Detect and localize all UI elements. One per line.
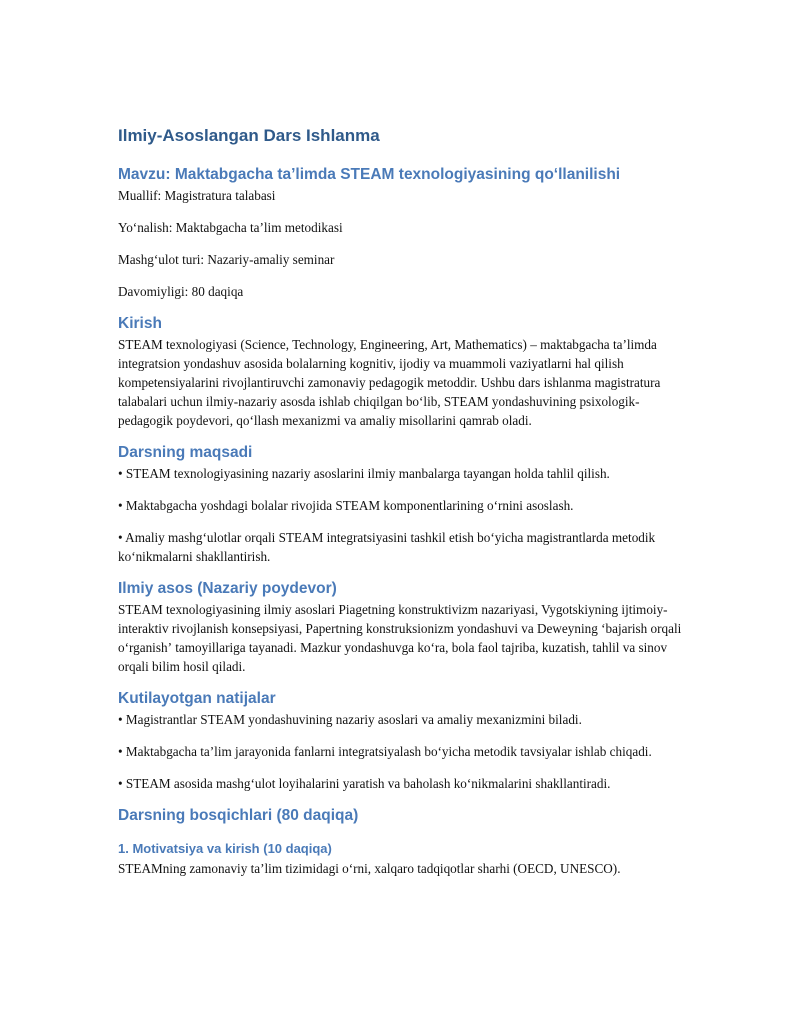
document-title: Ilmiy-Asoslangan Dars Ishlanma: [118, 126, 380, 145]
stage-1-body: STEAMning zamonaviy taʼlim tizimidagi oʻrni, xalqaro tadqiqotlar sharhi (OECD, UNESCO).: [118, 861, 621, 876]
foundation-heading: Ilmiy asos (Nazariy poydevor): [118, 580, 337, 597]
topic-heading: Mavzu: Maktabgacha taʼlimda STEAM texnologiyasining qoʻllanilishi: [118, 166, 621, 183]
meta-session-type: Mashgʻulot turi: Nazariy-amaliy seminar: [118, 252, 335, 267]
meta-author: Muallif: Magistratura talabasi: [118, 188, 276, 203]
intro-heading: Kirish: [118, 315, 162, 332]
stage-1-heading: 1. Motivatsiya va kirish (10 daqiqa): [118, 841, 332, 856]
foundation-body: STEAM texnologiyasining ilmiy asoslari Piagetning konstruktivizm nazariyasi, Vygotskiyning ijtimoiy-interaktiv rivojlanish konsepsiyasi, Papertning konstruksionizm yondashuvi va Deweyning ʻbajarish orqali oʻrganishʼ tamoyillariga tayanadi. Mazkur yondashuvga koʻra, bola faol tajriba, kuzatish, tahlil va sinov orqali bilim hosil qiladi.: [118, 602, 682, 674]
meta-direction: Yoʻnalish: Maktabgacha taʼlim metodikasi: [118, 220, 343, 235]
meta-duration: Davomiyligi: 80 daqiqa: [118, 284, 244, 299]
result-item: • Magistrantlar STEAM yondashuvining nazariy asoslari va amaliy mexanizmini biladi.: [118, 712, 582, 727]
goals-heading: Darsning maqsadi: [118, 444, 253, 461]
result-item: • STEAM asosida mashgʻulot loyihalarini yaratish va baholash koʻnikmalarini shakllantiradi.: [118, 776, 611, 791]
results-heading: Kutilayotgan natijalar: [118, 690, 276, 707]
goal-item: • STEAM texnologiyasining nazariy asoslarini ilmiy manbalarga tayangan holda tahlil qilish.: [118, 466, 610, 481]
result-item: • Maktabgacha taʼlim jarayonida fanlarni integratsiyalash boʻyicha metodik tavsiyalar ishlab chiqadi.: [118, 744, 652, 759]
document-content: [118, 124, 684, 878]
intro-body: STEAM texnologiyasi (Science, Technology, Engineering, Art, Mathematics) – maktabgacha taʼlimda integratsion yondashuv asosida bolalarning kognitiv, ijodiy va muammoli vaziyatlarni hal qilish kompetensiyalarini rivojlantiruvchi zamonaviy pedagogik metoddir. Ushbu dars ishlanma magistratura talabalari uchun ilmiy-nazariy asosda ishlab chiqilgan boʻlib, STEAM yondashuvining psixologik-pedagogik poydevori, qoʻllash mexanizmi va amaliy misollarini qamrab oladi.: [118, 337, 661, 428]
goal-item: • Amaliy mashgʻulotlar orqali STEAM integratsiyasini tashkil etish boʻyicha magistrantlarda metodik koʻnikmalarni shakllantirish.: [118, 530, 656, 564]
goal-item: • Maktabgacha yoshdagi bolalar rivojida STEAM komponentlarining oʻrnini asoslash.: [118, 498, 574, 513]
stages-heading: Darsning bosqichlari (80 daqiqa): [118, 807, 359, 824]
